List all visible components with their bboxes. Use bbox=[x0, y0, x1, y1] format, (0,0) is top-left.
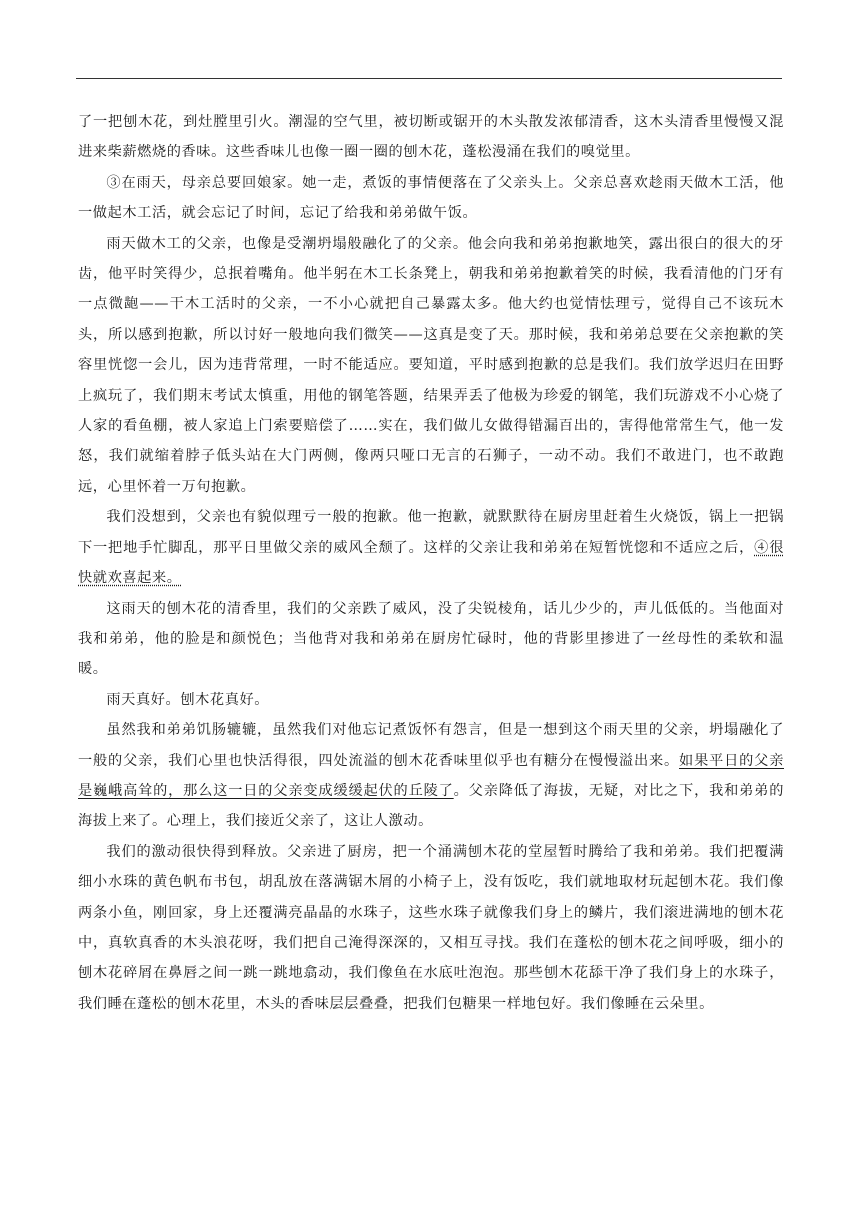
text-run: 了一把刨木花，到灶膛里引火。潮湿的空气里，被切断或锯开的木头散发浓郁清香，这木头清香里慢慢又混进来柴薪燃烧的香味。这些香味儿也像一圈一圈的刨木花，蓬松漫涌在我们的嗅觉里。 bbox=[78, 114, 784, 161]
header-rule bbox=[76, 78, 782, 79]
paragraph-p2 bbox=[78, 168, 784, 229]
document-body bbox=[78, 107, 784, 1019]
paragraph-p6 bbox=[78, 685, 784, 715]
paragraph-p1 bbox=[78, 107, 784, 168]
text-run: 雨天做木工的父亲，也像是受潮坍塌般融化了的父亲。他会向我和弟弟抱歉地笑，露出很白的很大的牙齿，他平时笑得少，总抿着嘴角。他半躬在木工长条凳上，朝我和弟弟抱歉着笑的时候，我看清他的门牙有一点微龅——干木工活时的父亲，一不小心就把自己暴露太多。他大约也觉情怯理亏，觉得自己不该玩木头，所以感到抱歉，所以讨好一般地向我们微笑——这真是变了天。那时候，我和弟弟总要在父亲抱歉的笑容里恍惚一会儿，因为违背常理，一时不能适应。要知道，平时感到抱歉的总是我们。我们放学迟归在田野上疯玩了，我们期末考试太慎重，用他的钢笔答题，结果弄丢了他极为珍爱的钢笔，我们玩游戏不小心烧了人家的看鱼棚，被人家追上门索要赔偿了……实在，我们做儿女做得错漏百出的，害得他常常生气，他一发怒，我们就缩着脖子低头站在大门两侧，像两只哑口无言的石狮子，一动不动。我们不敢进门，也不敢跑远，心里怀着一万句抱歉。 bbox=[78, 235, 784, 495]
text-run: 雨天真好。刨木花真好。 bbox=[106, 691, 270, 708]
text-run: 我们的激动很快得到释放。父亲进了厨房，把一个涌满刨木花的堂屋暂时腾给了我和弟弟。我们把覆满细小水珠的黄色帆布书包，胡乱放在落满锯木屑的小椅子上，没有饭吃，我们就地取材玩起刨木花。我们像两条小鱼，刚回家，身上还覆满亮晶晶的水珠子，这些水珠子就像我们身上的鳞片，我们滚进满地的刨木花中，真软真香的木头浪花呀，我们把自己淹得深深的，又相互寻找。我们在蓬松的刨木花之间呼吸，细小的刨木花碎屑在鼻唇之间一跳一跳地翕动，我们像鱼在水底吐泡泡。那些刨木花舔干净了我们身上的水珠子，我们睡在蓬松的刨木花里，木头的香味层层叠叠，把我们包糖果一样地包好。我们像睡在云朵里。 bbox=[78, 843, 784, 1012]
text-run: 虽然我和弟弟饥肠辘辘，虽然我们对他忘记煮饭怀有怨言，但是一想到这个雨天里的父亲，坍塌融化了一般的父亲，我们心里也快活得很，四处流溢的刨木花香味里似乎也有糖分在慢慢溢出来。 bbox=[78, 722, 784, 769]
paragraph-p8 bbox=[78, 837, 784, 1019]
text-run: ③在雨天，母亲总要回娘家。她一走，煮饭的事情便落在了父亲头上。父亲总喜欢趁雨天做木工活，他一做起木工活，就会忘记了时间，忘记了给我和弟弟做午饭。 bbox=[78, 174, 784, 222]
text-run: 我们没想到，父亲也有貌似理亏一般的抱歉。他一抱歉，就默默待在厨房里赶着生火烧饭，锅上一把锅下一把地手忙脚乱，那平日里做父亲的威风全颓了。这样的父亲让我和弟弟在短暂恍惚和不适应之后， bbox=[78, 509, 784, 556]
paragraph-p3 bbox=[78, 229, 784, 503]
paragraph-p7 bbox=[78, 715, 784, 837]
underlined-text-solid: 如果平日的父亲是巍峨高耸的，那么这一日的父亲变成缓缓起伏的丘陵了 bbox=[78, 752, 784, 799]
text-run: 。父亲降低了海拔，无疑，对比之下，我和弟弟的海拔上来了。心理上，我们接近父亲了，这让人激动。 bbox=[78, 782, 784, 830]
underlined-text-dotted: ④很快就欢喜起来。 bbox=[78, 539, 784, 587]
text-run: 这雨天的刨木花的清香里，我们的父亲跌了威风，没了尖锐棱角，话儿少少的，声儿低低的。当他面对我和弟弟，他的脸是和颜悦色；当他背对我和弟弟在厨房忙碌时，他的背影里掺进了一丝母性的柔软和温暖。 bbox=[78, 600, 784, 678]
paragraph-p4 bbox=[78, 502, 784, 593]
paragraph-p5 bbox=[78, 594, 784, 685]
